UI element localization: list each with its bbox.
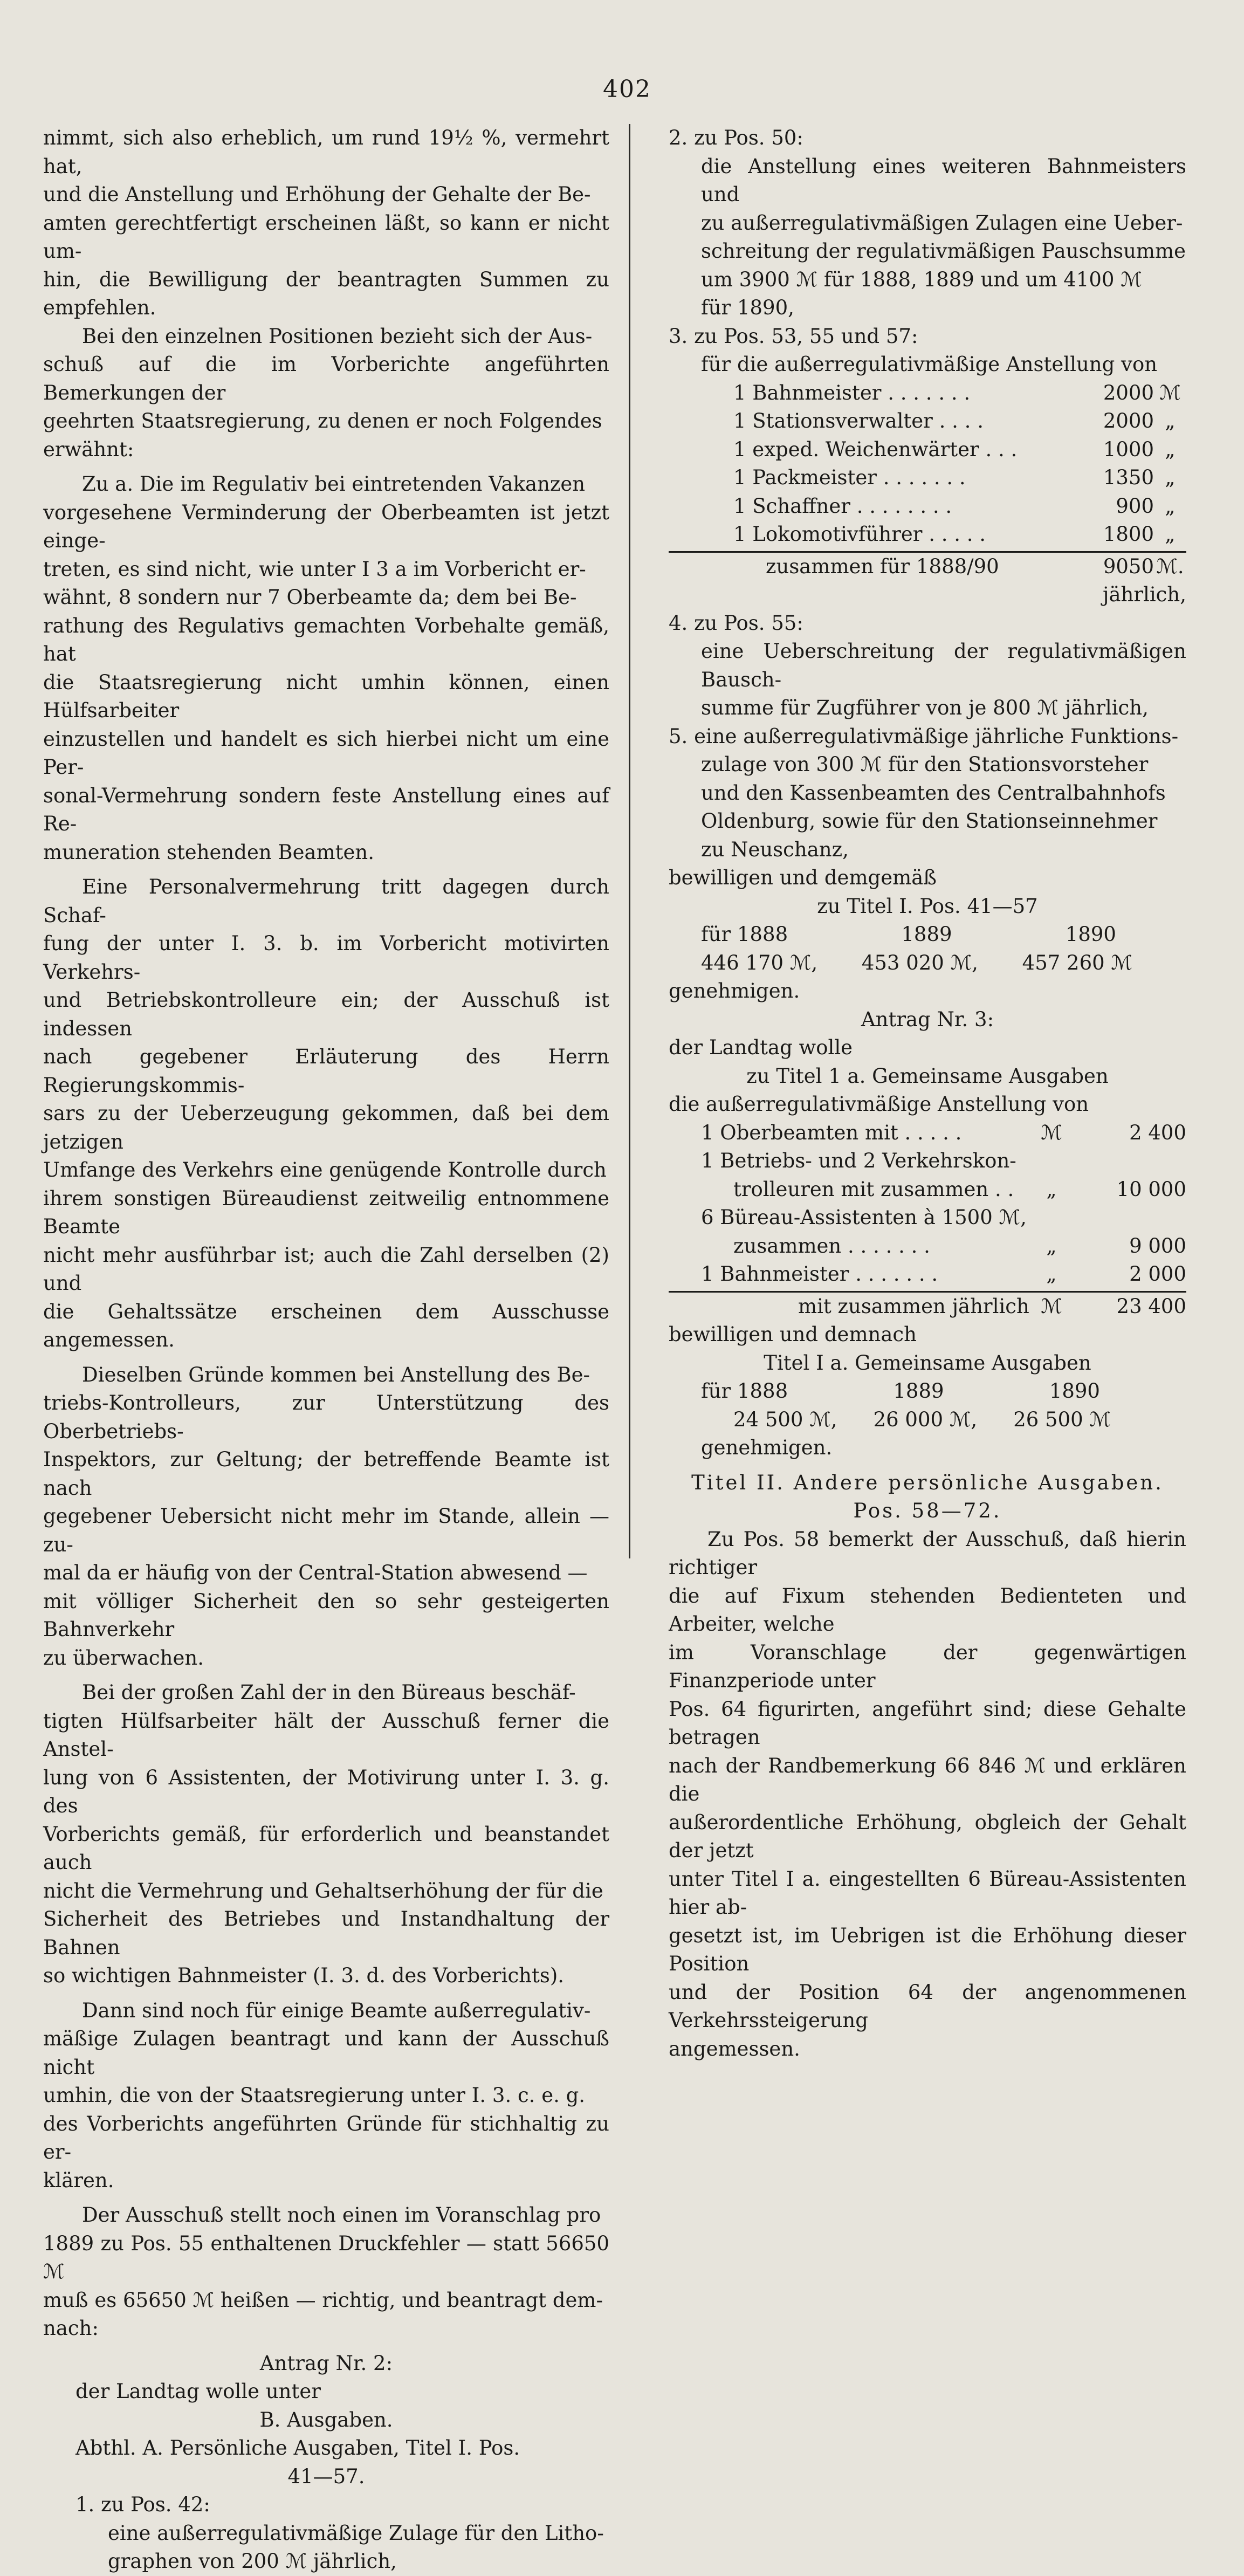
text-line: erwähnt: — [43, 437, 134, 461]
amount: 446 170 ℳ, — [701, 951, 818, 974]
staff-total-row — [669, 551, 1186, 581]
antrag-heading: Antrag Nr. 2: — [259, 2351, 393, 2375]
staff2-label: 1 Oberbeamten mit . . . . . — [701, 1121, 962, 1144]
titel-2-section — [669, 1469, 1186, 2064]
text-line: jährlich, — [1102, 583, 1186, 606]
paragraph-2 — [43, 322, 609, 464]
text-line: genehmigen. — [669, 979, 800, 1002]
page-number: 402 — [603, 75, 651, 103]
years-row — [669, 1377, 1186, 1406]
text-line: einzustellen und handelt es sich hierbei nicht um eine Per- — [43, 727, 609, 779]
staff2-row — [669, 1176, 1186, 1204]
section-subheading: Pos. 58—72. — [853, 1499, 1002, 1522]
years-row — [669, 921, 1186, 949]
text-line: geehrten Staatsregierung, zu denen er noch Folgendes — [43, 409, 602, 432]
text-line: Sicherheit des Betriebes und Instandhaltung der Bahnen — [43, 1907, 609, 1959]
text-line: umhin, die von der Staatsregierung unter I. 3. c. e. g. — [43, 2084, 586, 2107]
text-line: lung von 6 Assistenten, der Motivirung unter I. 3. g. des — [43, 1766, 609, 1817]
text-line: Bei den einzelnen Positionen bezieht sich der Aus- — [82, 324, 593, 348]
staff2-total-amount: 23 400 — [1116, 1294, 1186, 1318]
text-line: sonal-Vermehrung sondern feste Anstellung eines auf Re- — [43, 784, 609, 835]
text-line: nach der Randbemerkung 66 846 ℳ und erklären die — [669, 1754, 1186, 1805]
text-line: zu Titel I. Pos. 41—57 — [817, 894, 1038, 918]
amount: 457 260 ℳ — [1022, 951, 1132, 974]
text-line: schreitung der regulativmäßigen Pauschsumme — [701, 239, 1186, 263]
text-line: nicht mehr ausführbar ist; auch die Zahl derselben (2) und — [43, 1243, 609, 1295]
paragraph-1 — [43, 124, 609, 322]
item-4 — [669, 609, 1186, 723]
staff-unit: „ — [1165, 409, 1176, 432]
staff-amount: 900 — [1116, 494, 1154, 518]
text-line: für die außerregulativmäßige Anstellung von — [701, 353, 1158, 376]
paragraph-8 — [43, 2201, 609, 2343]
antrag-heading: Antrag Nr. 3: — [861, 1007, 994, 1031]
text-line: wähnt, 8 sondern nur 7 Oberbeamte da; dem bei Be- — [43, 586, 577, 609]
antrag-3-block — [669, 1006, 1186, 1462]
text-line: schuß auf die im Vorberichte angeführten Bemerkungen der — [43, 353, 609, 404]
staff2-unit: ℳ — [1041, 1121, 1062, 1144]
left-column — [43, 124, 609, 2576]
staff2-amount: 2 400 — [1129, 1121, 1186, 1144]
text-line: Pos. 64 figurirten, angeführt sind; diese Gehalte betragen — [669, 1697, 1186, 1749]
staff-label: 1 Stationsverwalter . . . . — [733, 409, 984, 432]
text-line: Umfange des Verkehrs eine genügende Kontrolle durch — [43, 1158, 607, 1181]
text-line: mäßige Zulagen beantragt und kann der Ausschuß nicht — [43, 2027, 609, 2079]
text-line: triebs-Kontrolleurs, zur Unterstützung des Oberbetriebs- — [43, 1391, 609, 1443]
staff2-row — [669, 1119, 1186, 1148]
text-line: 41—57. — [287, 2464, 365, 2488]
text-line: Oldenburg, sowie für den Stationseinnehmer — [701, 809, 1158, 833]
staff-unit: ℳ — [1159, 381, 1181, 404]
staff2-label: 1 Bahnmeister . . . . . . . — [701, 1262, 938, 1286]
staff-amount: 1000 — [1103, 437, 1154, 461]
text-line: und der Position 64 der angenommenen Verkehrssteigerung — [669, 1980, 1186, 2032]
text-line: Der Ausschuß stellt noch einen im Voranschlag pro — [82, 2203, 601, 2227]
column-divider — [629, 124, 630, 1558]
text-line: Zu Pos. 58 bemerkt der Ausschuß, daß hierin richtiger — [669, 1527, 1186, 1579]
item-heading: 4. zu Pos. 55: — [669, 611, 803, 635]
text-line: nach gegebener Erläuterung des Herrn Regierungskommis- — [43, 1045, 609, 1097]
text-line: genehmigen. — [701, 1436, 833, 1459]
paragraph-3 — [43, 470, 609, 867]
item-5 — [669, 723, 1186, 864]
staff2-row — [669, 1232, 1186, 1261]
text-line: amten gerechtfertigt erscheinen läßt, so kann er nicht um- — [43, 211, 609, 263]
text-line: Dieselben Gründe kommen bei Anstellung des Be- — [82, 1363, 590, 1386]
text-line: Eine Personalvermehrung tritt dagegen durch Schaf- — [43, 875, 609, 927]
text-line: Bei der großen Zahl der in den Büreaus beschäf- — [82, 1681, 576, 1704]
text-line: Titel I a. Gemeinsame Ausgaben — [764, 1351, 1091, 1375]
staff-row — [669, 379, 1186, 408]
staff-amount: 1800 — [1103, 523, 1154, 546]
text-line: eine außerregulativmäßige Zulage für den Litho- — [108, 2521, 604, 2545]
right-column — [669, 124, 1186, 2063]
text-line: ihrem sonstigen Büreaudienst zeitweilig entnommene Beamte — [43, 1186, 609, 1238]
paragraph-6 — [43, 1679, 609, 1990]
staff-unit: „ — [1165, 494, 1176, 518]
text-line: um 3900 ℳ für 1888, 1889 und um 4100 ℳ — [701, 267, 1142, 291]
staff-amount: 1350 — [1103, 466, 1154, 489]
text-line: tigten Hülfsarbeiter hält der Ausschuß ferner die Anstel- — [43, 1709, 609, 1761]
item-heading: 3. zu Pos. 53, 55 und 57: — [669, 324, 918, 348]
paragraph-5 — [43, 1361, 609, 1673]
text-line: nimmt, sich also erheblich, um rund 19½ %, vermehrt hat, — [43, 126, 609, 178]
text-line: nicht die Vermehrung und Gehaltserhöhung der für die — [43, 1879, 603, 1902]
text-line: 1889 zu Pos. 55 enthaltenen Druckfehler — statt 56650 ℳ — [43, 2231, 609, 2283]
text-line: Inspektors, zur Geltung; der betreffende Beamte ist nach — [43, 1448, 609, 1500]
staff2-amount: 9 000 — [1129, 1234, 1186, 1258]
item-3 — [669, 322, 1186, 609]
staff-amount: 2000 — [1103, 409, 1154, 432]
text-line: gesetzt ist, im Uebrigen ist die Erhöhung dieser Position — [669, 1924, 1186, 1975]
staff-row — [669, 436, 1186, 464]
item-2 — [669, 124, 1186, 322]
amount: 453 020 ℳ, — [861, 951, 978, 974]
staff2-unit — [1035, 1147, 1068, 1176]
text-line: so wichtigen Bahnmeister (I. 3. d. des Vorberichts). — [43, 1964, 565, 1987]
text-line: zu Titel 1 a. Gemeinsame Ausgaben — [746, 1064, 1109, 1088]
staff-unit: „ — [1165, 437, 1176, 461]
text-line: rathung des Regulativs gemachten Vorbehalte gemäß, hat — [43, 614, 609, 665]
staff-total-amount: 9050 — [1103, 554, 1154, 578]
staff2-total-unit: ℳ — [1041, 1294, 1062, 1318]
staff-unit: „ — [1165, 466, 1176, 489]
text-line: der Landtag wolle — [669, 1036, 853, 1059]
antrag-2-block — [43, 2350, 609, 2576]
text-line: bewilligen und demnach — [669, 1323, 917, 1346]
year: für 1888 — [701, 1379, 788, 1403]
staff-row — [669, 492, 1186, 521]
text-line: Vorberichts gemäß, für erforderlich und beanstandet auch — [43, 1822, 609, 1874]
text-line: vorgesehene Verminderung der Oberbeamten ist jetzt einge- — [43, 500, 609, 552]
text-line: angemessen. — [669, 2037, 800, 2060]
text-line: die auf Fixum stehenden Bedienteten und Arbeiter, welche — [669, 1584, 1186, 1636]
staff2-unit: „ — [1046, 1262, 1057, 1286]
text-line: der Landtag wolle unter — [75, 2380, 321, 2403]
staff-label: 1 exped. Weichenwärter . . . — [733, 437, 1018, 461]
text-line: nach: — [43, 2317, 99, 2340]
text-line: sars zu der Ueberzeugung gekommen, daß bei dem jetzigen — [43, 1102, 609, 1153]
staff2-row — [669, 1204, 1186, 1232]
year: 1889 — [893, 1379, 944, 1403]
year: 1889 — [901, 923, 952, 946]
staff2-row — [669, 1260, 1186, 1289]
text-line: muß es 65650 ℳ heißen — richtig, und beantragt dem- — [43, 2288, 603, 2312]
staff2-amount: 10 000 — [1116, 1177, 1186, 1201]
bewilligung-1 — [669, 864, 1186, 1006]
item-heading: 2. zu Pos. 50: — [669, 126, 803, 149]
staff-label: 1 Bahnmeister . . . . . . . — [733, 381, 971, 404]
text-line: graphen von 200 ℳ jährlich, — [108, 2550, 397, 2573]
staff-total-label: zusammen für 1888/90 — [766, 554, 999, 578]
text-line: hin, die Bewilligung der beantragten Summen zu empfehlen. — [43, 267, 609, 319]
staff-row — [669, 407, 1186, 436]
year: für 1888 — [701, 923, 788, 946]
text-line: und Betriebskontrolleure ein; der Ausschuß ist indessen — [43, 988, 609, 1040]
text-line: mal da er häufig von der Central-Station abwesend — — [43, 1561, 588, 1584]
section-heading: Titel II. Andere persönliche Ausgaben. — [691, 1471, 1164, 1494]
text-line: die außerregulativmäßige Anstellung von — [669, 1093, 1089, 1116]
paragraph-7 — [43, 1997, 609, 2195]
staff2-amount — [1068, 1204, 1186, 1232]
text-line: zulage von 300 ℳ für den Stationsvorsteher — [701, 753, 1149, 776]
text-line: 5. eine außerregulativmäßige jährliche Funktions- — [669, 724, 1179, 748]
staff-label: 1 Lokomotivführer . . . . . — [733, 523, 986, 546]
amounts-row — [669, 949, 1186, 978]
text-line: eine Ueberschreitung der regulativmäßigen Bausch- — [701, 640, 1186, 691]
text-line: bewilligen und demgemäß — [669, 866, 937, 889]
text-line: klären. — [43, 2168, 114, 2192]
staff2-label: trolleuren mit zusammen . . — [733, 1177, 1014, 1201]
text-line: gegebener Uebersicht nicht mehr im Stande, allein — zu- — [43, 1505, 609, 1556]
text-line: außerordentliche Erhöhung, obgleich der Gehalt der jetzt — [669, 1810, 1186, 1862]
year: 1890 — [1049, 1379, 1100, 1403]
text-line: im Voranschlage der gegenwärtigen Finanzperiode unter — [669, 1640, 1186, 1692]
text-line: Zu a. Die im Regulativ bei eintretenden Vakanzen — [82, 472, 586, 496]
staff-label: 1 Packmeister . . . . . . . — [733, 466, 966, 489]
amount: 26 000 ℳ, — [873, 1407, 978, 1431]
year: 1890 — [1065, 923, 1116, 946]
staff2-unit — [1035, 1204, 1068, 1232]
text-line: treten, es sind nicht, wie unter I 3 a im Vorbericht er- — [43, 557, 586, 581]
staff2-label: zusammen . . . . . . . — [733, 1234, 930, 1258]
amounts-row — [669, 1406, 1186, 1434]
text-line: mit völliger Sicherheit den so sehr gesteigerten Bahnverkehr — [43, 1589, 609, 1641]
amount: 26 500 ℳ — [1013, 1407, 1111, 1431]
paragraph-4 — [43, 873, 609, 1355]
staff2-label: 1 Betriebs- und 2 Verkehrskon- — [701, 1149, 1016, 1172]
text-line: zu Neuschanz, — [701, 837, 849, 861]
text-line: für 1890, — [701, 296, 794, 319]
staff2-row — [669, 1147, 1186, 1176]
staff2-unit: „ — [1046, 1234, 1057, 1258]
item-heading: 1. zu Pos. 42: — [75, 2493, 210, 2516]
text-line: zu überwachen. — [43, 1646, 204, 1670]
text-line: zu außerregulativmäßigen Zulagen eine Ueber- — [701, 211, 1183, 235]
staff2-unit: „ — [1046, 1177, 1057, 1201]
staff2-amount — [1068, 1147, 1186, 1176]
staff2-total-row — [669, 1291, 1186, 1321]
staff-row — [669, 464, 1186, 492]
staff2-amount: 2 000 — [1129, 1262, 1186, 1286]
text-line: Abthl. A. Persönliche Ausgaben, Titel I. Pos. — [75, 2436, 520, 2460]
text-line: und die Anstellung und Erhöhung der Gehalte der Be- — [43, 183, 591, 206]
staff-label: 1 Schaffner . . . . . . . . — [733, 494, 952, 518]
text-line: die Anstellung eines weiteren Bahnmeisters und — [701, 154, 1186, 206]
text-line: die Staatsregierung nicht umhin können, einen Hülfsarbeiter — [43, 670, 609, 722]
staff2-label: 6 Büreau-Assistenten à 1500 ℳ, — [701, 1206, 1027, 1229]
text-line: die Gehaltssätze erscheinen dem Ausschusse angemessen. — [43, 1300, 609, 1351]
staff-total-unit: ℳ. — [1156, 554, 1184, 578]
amount: 24 500 ℳ, — [733, 1407, 837, 1431]
text-line: und den Kassenbeamten des Centralbahnhofs — [701, 781, 1166, 805]
staff-row — [669, 520, 1186, 549]
section-heading: B. Ausgaben. — [259, 2408, 393, 2431]
staff-unit: „ — [1165, 523, 1176, 546]
text-line: summe für Zugführer von je 800 ℳ jährlich, — [701, 696, 1149, 719]
text-line: des Vorberichts angeführten Gründe für stichhaltig zu er- — [43, 2112, 609, 2163]
text-line: muneration stehenden Beamten. — [43, 840, 375, 864]
text-line: Dann sind noch für einige Beamte außerregulativ- — [82, 1998, 591, 2022]
text-line: fung der unter I. 3. b. im Vorbericht motivirten Verkehrs- — [43, 932, 609, 984]
staff2-total-label: mit zusammen jährlich — [798, 1294, 1029, 1318]
text-line: unter Titel I a. eingestellten 6 Büreau-Assistenten hier ab- — [669, 1867, 1186, 1919]
staff-amount: 2000 — [1103, 381, 1154, 404]
